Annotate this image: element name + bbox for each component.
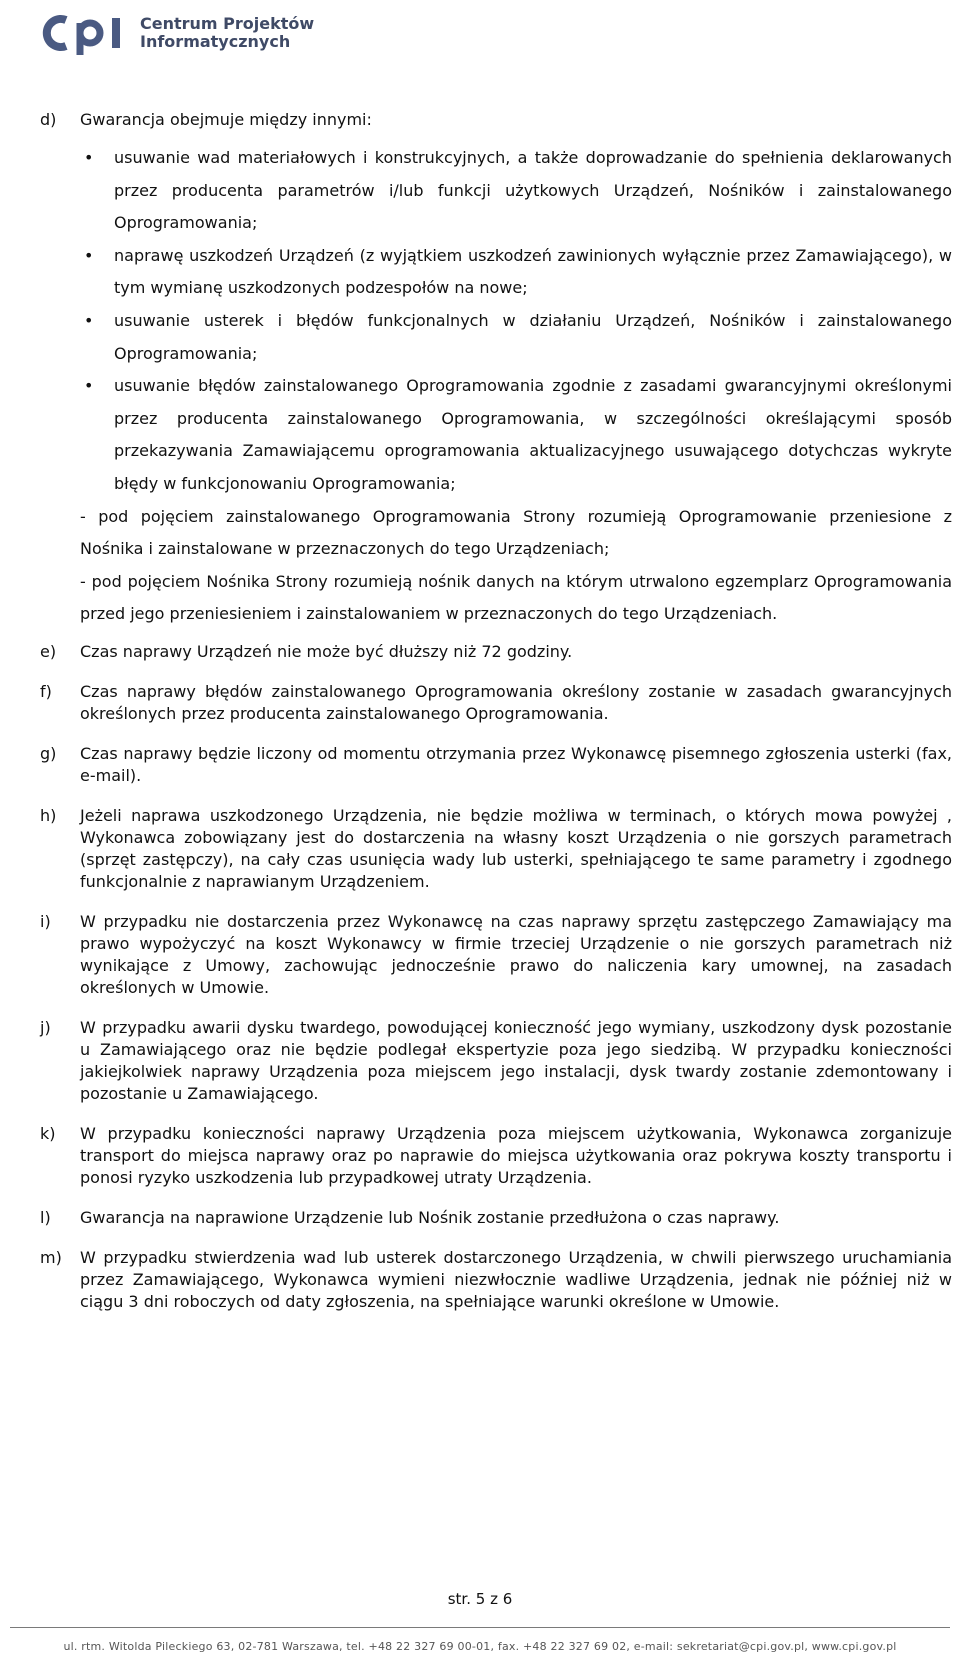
warranty-scope-list [40,142,952,501]
section-label: h) [40,805,57,825]
section-text: Czas naprawy błędów zainstalowanego Oprogramowania określony zostanie w zasadach gwarancyjnych określonych przez producenta zainstalowanego Oprogramowania. [80,681,952,723]
section-i [40,911,952,999]
section-label: k) [40,1123,56,1143]
document-content [40,108,952,1313]
section-text: W przypadku konieczności naprawy Urządzenia poza miejscem użytkowania, Wykonawca zorganizuje transport do miejsca naprawy oraz po naprawie do miejsca użytkowania oraz pokrywa koszty transportu i ponosi ryzyko uszkodzenia lub przypadkowej utraty Urządzenia. [80,1123,952,1187]
section-text: W przypadku awarii dysku twardego, powodującej konieczność jego wymiany, uszkodzony dysk pozostanie u Zamawiającego oraz nie będzie podlegał ekspertyzie poza jego siedzibą. W przypadku konieczności jakiejkolwiek naprawy Urządzenia poza miejscem jego instalacji, dysk twardy zostanie zdemontowany i pozostanie u Zamawiającego. [80,1017,952,1103]
section-label: d) [40,110,57,129]
section-m [40,1247,952,1313]
section-label: g) [40,743,57,763]
footer-address: ul. rtm. Witolda Pileckiego 63, 02-781 Warszawa, tel. +48 22 327 69 00-01, fax. +48 22 327 69 02, e-mail: sekretariat@cpi.gov.pl, www.cpi.gov.pl [63,1640,897,1653]
section-text: Czas naprawy Urządzeń nie może być dłuższy niż 72 godziny. [80,641,573,661]
definition-software: - pod pojęciem zainstalowanego Oprogramowania Strony rozumieją Oprogramowanie przeniesione z Nośnika i zainstalowane w przeznaczonych do tego Urządzeniach; [80,506,952,559]
list-item: • naprawę uszkodzeń Urządzeń (z wyjątkiem uszkodzeń zawinionych wyłącznie przez Zamawiającego), w tym wymianę uszkodzonych podzespołów na nowe; [114,240,952,305]
section-text: W przypadku nie dostarczenia przez Wykonawcę na czas naprawy sprzętu zastępczego Zamawiający ma prawo wypożyczyć na koszt Wykonawcy w firmie trzeciej Urządzenie o nie gorszych parametrach niż wynikające z Umowy, zachowując jednocześnie prawo do naliczenia kary umownej, na zasadach określonych w Umowie. [80,911,952,997]
section-d-heading [40,108,952,132]
section-e [40,641,952,663]
list-item: • usuwanie błędów zainstalowanego Oprogramowania zgodnie z zasadami gwarancyjnymi określonymi przez producenta zainstalowanego Oprogramowania, w szczególności określającymi sposób przekazywania Zamawiającemu oprogramowania aktualizacyjnego usuwającego dotychczas wykryte błędy w funkcjonowaniu Oprogramowania; [114,370,952,500]
section-text: Jeżeli naprawa uszkodzonego Urządzenia, nie będzie możliwa w terminach, o których mowa powyżej , Wykonawca zobowiązany jest do dostarczenia na własny koszt Urządzenia o nie gorszych parametrach (sprzęt zastępczy), na cały czas usunięcia wady lub usterki, spełniającego te same parametry i zgodnego funkcjonalnie z naprawianym Urządzeniem. [80,805,952,891]
cpi-logo [40,8,314,58]
section-title: Gwarancja obejmuje między innymi: [80,110,372,129]
section-l [40,1207,952,1229]
section-label: i) [40,911,51,931]
logo-text-line1: Centrum Projektów [140,14,315,33]
section-label: l) [40,1207,51,1227]
section-label: e) [40,641,57,661]
section-g [40,743,952,787]
page-number: str. 5 z 6 [447,1590,513,1608]
section-text: Czas naprawy będzie liczony od momentu otrzymania przez Wykonawcę pisemnego zgłoszenia usterki (fax, e-mail). [80,743,952,785]
section-text: W przypadku stwierdzenia wad lub usterek dostarczonego Urządzenia, w chwili pierwszego uruchamiania przez Zamawiającego, Wykonawca wymieni niezwłocznie wadliwe Urządzenia, jednak nie później niż w ciągu 3 dni roboczych od daty zgłoszenia, na spełniające warunki określone w Umowie. [80,1247,952,1311]
section-k [40,1123,952,1189]
footer-divider [10,1627,950,1628]
section-j [40,1017,952,1105]
section-label: j) [40,1017,51,1037]
section-label: f) [40,681,52,701]
section-label: m) [40,1247,62,1267]
definition-medium: - pod pojęciem Nośnika Strony rozumieją nośnik danych na którym utrwalono egzemplarz Oprogramowania przed jego przeniesieniem i zainstalowaniem w przeznaczonych do tego Urządzeniach. [80,571,952,624]
list-item: • usuwanie wad materiałowych i konstrukcyjnych, a także doprowadzanie do spełnienia deklarowanych przez producenta parametrów i/lub funkcji użytkowych Urządzeń, Nośników i zainstalowanego Oprogramowania; [114,142,952,240]
section-text: Gwarancja na naprawione Urządzenie lub Nośnik zostanie przedłużona o czas naprawy. [80,1207,780,1227]
logo-text-line2: Informatycznych [140,32,291,51]
cpi-logo-icon [40,10,132,56]
list-item: • usuwanie usterek i błędów funkcjonalnych w działaniu Urządzeń, Nośników i zainstalowanego Oprogramowania; [114,305,952,370]
section-f [40,681,952,725]
logo-text [140,15,314,51]
section-h [40,805,952,893]
